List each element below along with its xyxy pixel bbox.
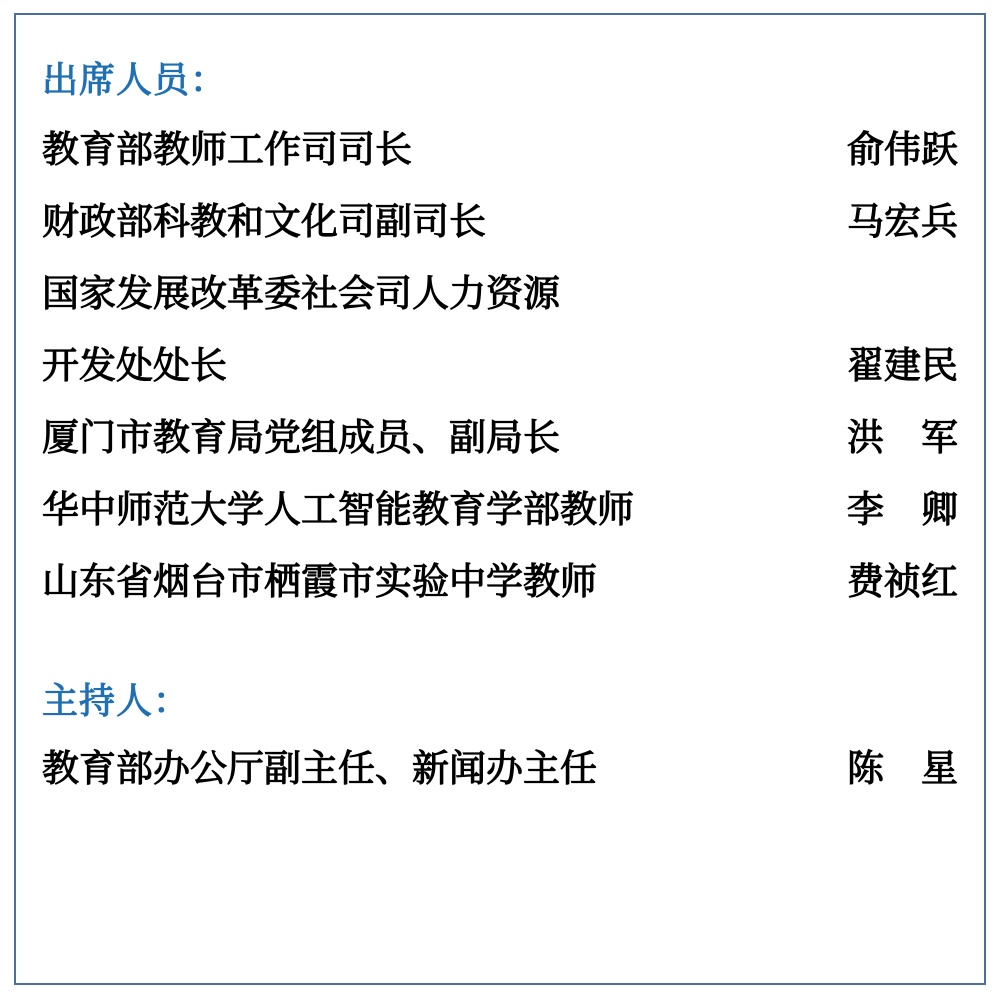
list-item: [42, 347, 958, 419]
attendee-title: 教育部教师工作司司长: [42, 129, 412, 171]
host-title: 教育部办公厅副主任、新闻办主任: [42, 748, 597, 790]
list-item: [42, 203, 958, 275]
attendee-title: 国家发展改革委社会司人力资源: [42, 273, 560, 315]
attendee-title: 山东省烟台市栖霞市实验中学教师: [42, 561, 597, 603]
attendee-title: 厦门市教育局党组成员、副局长: [42, 417, 560, 459]
attendees-list: [42, 131, 958, 635]
host-name: 陈 星: [847, 748, 958, 790]
attendee-name: 李 卿: [847, 489, 958, 531]
attendee-name: 俞伟跃: [847, 129, 958, 171]
host-section-heading: 主持人：: [42, 680, 191, 722]
document-content: [42, 48, 958, 968]
list-item: [42, 750, 958, 822]
list-item: [42, 275, 958, 347]
attendees-section-heading: 出席人员：: [42, 59, 228, 100]
list-item: [42, 563, 958, 635]
attendee-name: 翟建民: [847, 345, 958, 387]
attendee-title: 华中师范大学人工智能教育学部教师: [42, 489, 634, 531]
attendee-name: 费祯红: [847, 561, 958, 603]
attendee-name: 马宏兵: [847, 201, 958, 243]
list-item: [42, 131, 958, 203]
list-item: [42, 419, 958, 491]
list-item: [42, 491, 958, 563]
attendee-title: 财政部科教和文化司副司长: [42, 201, 486, 243]
attendee-title: 开发处处长: [42, 345, 227, 387]
attendee-name: 洪 军: [847, 417, 958, 459]
host-list: [42, 750, 958, 822]
